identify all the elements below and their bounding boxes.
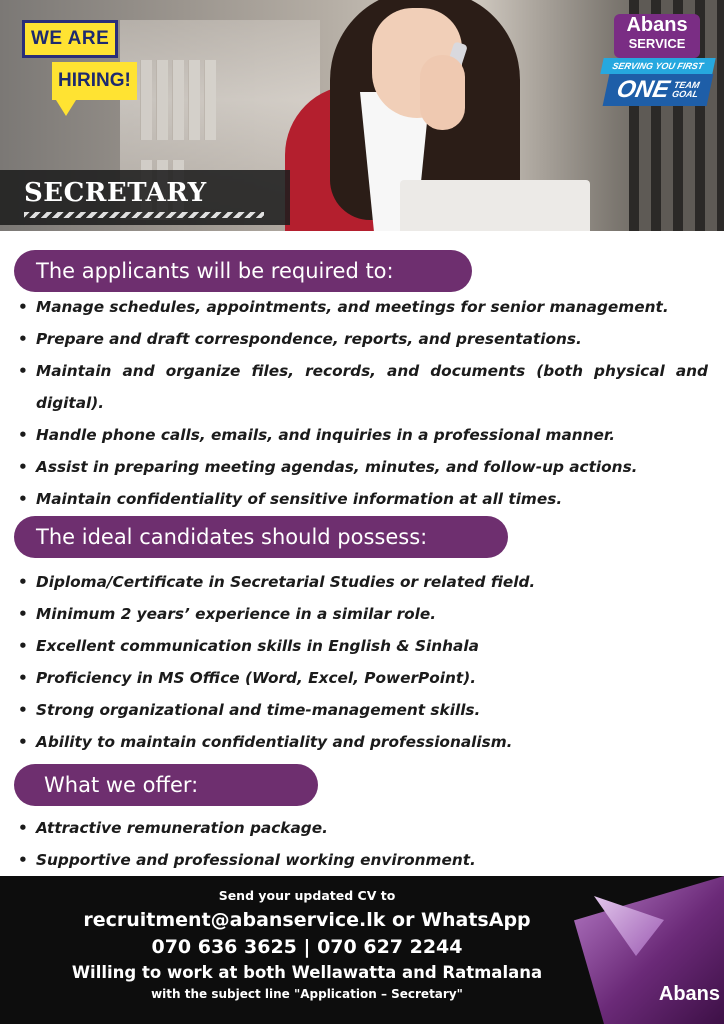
list-item: • Ability to maintain confidentiality and professionalism.: [14, 726, 708, 758]
book-shape: [172, 60, 184, 140]
badge-tail-shape: [56, 100, 76, 116]
offer-list: [14, 812, 708, 876]
footer-phones[interactable]: 070 636 3625 | 070 627 2244: [151, 936, 463, 958]
laptop-image: [400, 180, 590, 231]
footer-email[interactable]: recruitment@abanservice.lk or WhatsApp: [83, 909, 531, 931]
woman-hand-shape: [420, 55, 465, 130]
logo-goal: GOAL: [671, 89, 700, 99]
logo-sub: SERVICE: [628, 36, 686, 51]
footer-text-block: [0, 876, 614, 1001]
footer-brand: Abans: [658, 983, 720, 1005]
job-title: SECRETARY: [24, 178, 207, 208]
logo-team: TEAM: [673, 80, 701, 90]
book-shape: [188, 60, 200, 140]
list-item: • Supportive and professional working environment.: [14, 844, 708, 876]
footer-locations: Willing to work at both Wellawatta and Ratmalana: [71, 963, 543, 982]
list-item: • Excellent communication skills in English & Sinhala: [14, 630, 708, 662]
list-item: • Attractive remuneration package.: [14, 812, 708, 844]
qualifications-list: [14, 566, 708, 758]
title-stripes-decoration: [24, 212, 264, 218]
abans-service-logo: [602, 14, 714, 110]
list-item: • Maintain confidentiality of sensitive information at all times.: [14, 483, 708, 515]
section-heading-requirements: The applicants will be required to:: [14, 250, 472, 292]
badge-line1: WE ARE: [22, 20, 118, 58]
logo-brand: Abans: [626, 14, 688, 36]
logo-brand-box: [614, 14, 700, 58]
footer-line1: Send your updated CV to: [218, 888, 396, 903]
list-item: • Handle phone calls, emails, and inquiries in a professional manner.: [14, 419, 708, 451]
list-item: • Maintain and organize files, records, and documents (both physical and digital).: [14, 355, 708, 419]
section-heading-qualifications: The ideal candidates should possess:: [14, 516, 508, 558]
footer-contact: [0, 876, 724, 1024]
hiring-badge: [22, 20, 152, 120]
logo-one-team-goal: [603, 74, 714, 106]
list-item: • Diploma/Certificate in Secretarial Studies or related field.: [14, 566, 708, 598]
list-item: • Manage schedules, appointments, and meetings for senior management.: [14, 291, 708, 323]
list-item: • Assist in preparing meeting agendas, minutes, and follow-up actions.: [14, 451, 708, 483]
logo-tagline: SERVING YOU FIRST: [600, 58, 715, 74]
badge-line2: HIRING!: [52, 62, 137, 100]
book-shape: [156, 60, 168, 140]
hero-banner: [0, 0, 724, 231]
footer-subject-line: with the subject line "Application – Secretary": [151, 987, 463, 1001]
logo-one: ONE: [614, 76, 672, 103]
list-item: • Proficiency in MS Office (Word, Excel, PowerPoint).: [14, 662, 708, 694]
list-item: • Prepare and draft correspondence, reports, and presentations.: [14, 323, 708, 355]
logo-team-goal: [671, 81, 701, 99]
list-item: • Minimum 2 years’ experience in a similar role.: [14, 598, 708, 630]
list-item: • Strong organizational and time-management skills.: [14, 694, 708, 726]
requirements-list: [14, 291, 708, 515]
section-heading-offer: What we offer:: [14, 764, 318, 806]
book-shape: [204, 60, 216, 140]
